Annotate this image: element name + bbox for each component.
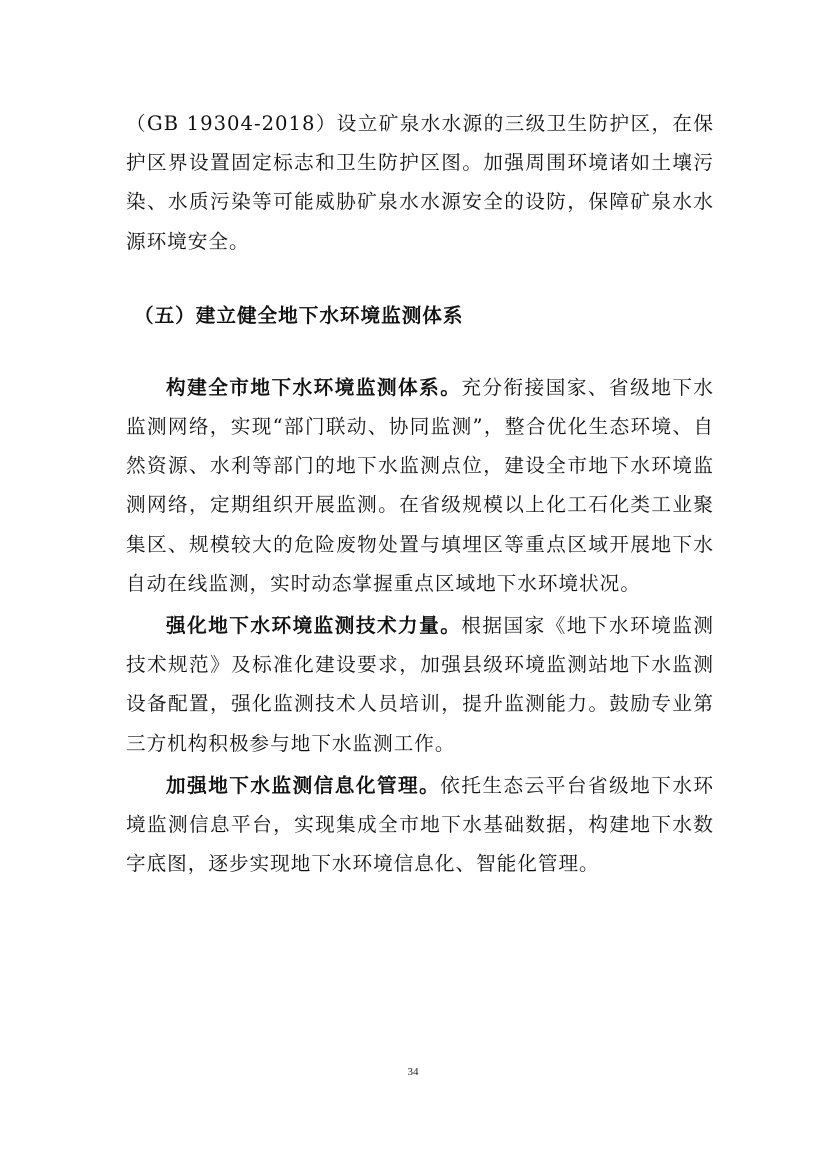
paragraph-lead: 构建全市地下水环境监测体系。: [166, 375, 462, 399]
paragraph-technical-capacity: [126, 606, 714, 763]
paragraph-lead: 加强地下水监测信息化管理。: [166, 773, 441, 797]
section-heading: （五）建立健全地下水环境监测体系: [134, 303, 464, 327]
paragraph-information-management: [126, 766, 714, 884]
paragraph-body: 根据国家《地下水环境监测技术规范》及标准化建设要求，加强县级环境监测站地下水监测设备配置，强化监测技术人员培训，提升监测能力。鼓励专业第三方机构积极参与地下水监测工作。: [126, 614, 715, 755]
page-number: 34: [407, 1066, 419, 1078]
page-body: [126, 104, 714, 883]
paragraph-monitoring-system: [126, 368, 714, 603]
paragraph-lead: 强化地下水环境监测技术力量。: [166, 614, 462, 638]
opening-paragraph: （GB 19304-2018）设立矿泉水水源的三级卫生防护区，在保护区界设置固定标志和卫生防护区图。加强周围环境诸如土壤污染、水质污染等可能威胁矿泉水水源安全的设防，保障矿泉水水源环境安全。: [126, 112, 714, 253]
paragraph-body: 依托生态云平台省级地下水环境监测信息平台，实现集成全市地下水基础数据，构建地下水数字底图，逐步实现地下水环境信息化、智能化管理。: [126, 773, 715, 876]
paragraph-body: 充分衔接国家、省级地下水监测网络，实现“部门联动、协同监测”，整合优化生态环境、自然资源、水利等部门的地下水监测点位，建设全市地下水环境监测网络，定期组织开展监测。在省级规模以上化工石化类工业聚集区、规模较大的危险废物处置与填埋区等重点区域开展地下水自动在线监测，实时动态掌握重点区域地下水环境状况。: [126, 375, 715, 595]
